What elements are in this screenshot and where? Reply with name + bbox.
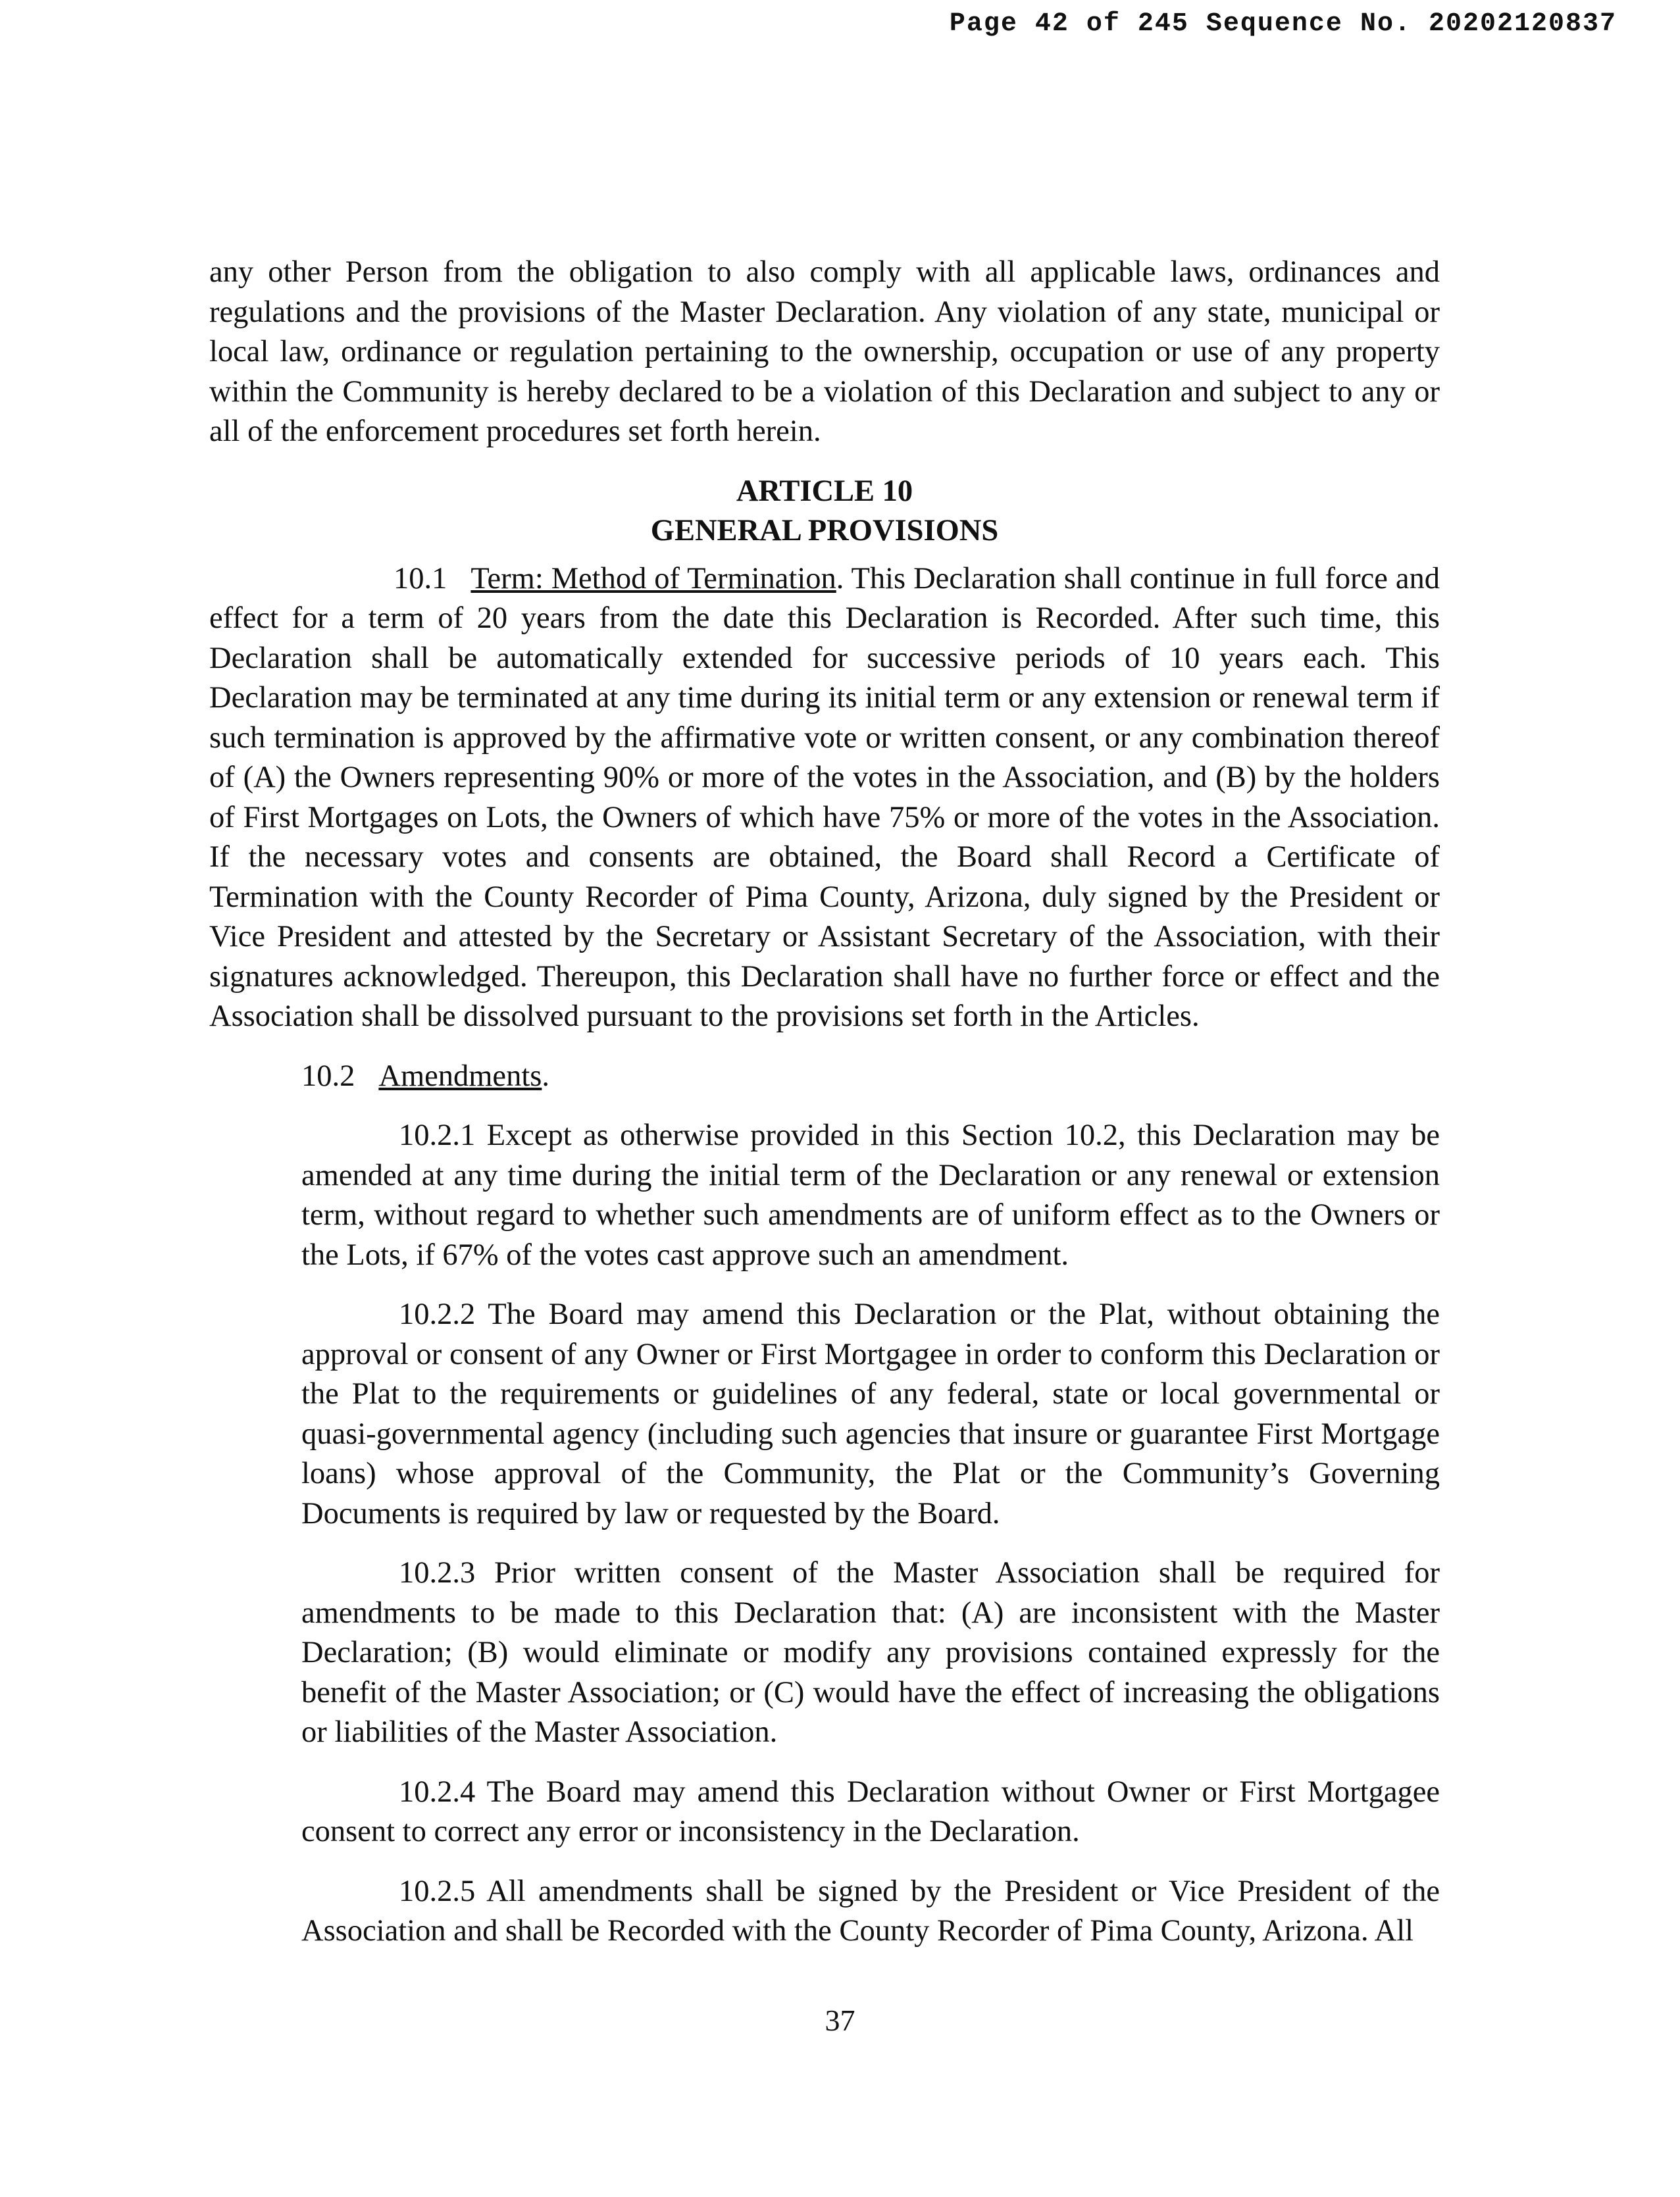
subsection-number: 10.2.1 — [399, 1119, 476, 1152]
section-10-2 — [209, 1057, 1440, 1097]
subsection-10-2-1 — [301, 1116, 1440, 1275]
subsection-text: Except as otherwise provided in this Section 10.2, this Declaration may be amended at any time during the initial term of the Declaration or any renewal or extension term, without regard to whether such amendments are of uniform effect as to the Owners or the Lots, if 67% of the votes cast approve such an amendment. — [301, 1119, 1440, 1272]
subsection-text: The Board may amend this Declaration or the Plat, without obtaining the approval or consent of any Owner or First Mortgagee in order to conform this Declaration or the Plat to the requirements or guidelines of any federal, state or local governmental or quasi-governmental agency (including such agencies that insure or guarantee First Mortgage loans) whose approval of the Community, the Plat or the Community’s Governing Documents is required by law or requested by the Board. — [301, 1298, 1440, 1530]
subsection-10-2-2 — [301, 1295, 1440, 1534]
subsection-10-2-4 — [301, 1773, 1440, 1852]
subsection-text: All amendments shall be signed by the President or Vice President of the Association and shall be Recorded with the County Recorder of Pima County, Arizona. All — [301, 1874, 1440, 1948]
article-heading — [209, 472, 1440, 551]
section-10-1-number: 10.1 — [394, 561, 447, 595]
subsection-number: 10.2.3 — [399, 1556, 476, 1590]
intro-paragraph: any other Person from the obligation to also comply with all applicable laws, ordinances and regulations and the provisions of the Master Declaration. Any violation of any state, municipal or local law, ordinance or regulation pertaining to the ownership, occupation or use of any property within the Community is hereby declared to be a violation of this Declaration and subject to any or all of the enforcement procedures set forth herein. — [209, 255, 1440, 448]
document-body — [209, 253, 1440, 1971]
subsection-10-2-5 — [301, 1872, 1440, 1952]
section-10-1-heading: Term: Method of Termination — [471, 561, 836, 595]
subsection-text: Prior written consent of the Master Association shall be required for amendments to be made to this Declaration that: (A) are inconsistent with the Master Declaration; (B) would eliminate or modify any provisions contained expressly for the benefit of the Master Association; or (C) would have the effect of increasing the obligations or liabilities of the Master Association. — [301, 1556, 1440, 1749]
section-10-2-number: 10.2 — [301, 1059, 355, 1093]
section-10-2-heading: Amendments — [378, 1059, 542, 1093]
subsection-number: 10.2.4 — [399, 1775, 476, 1809]
subsection-10-2-3 — [301, 1553, 1440, 1753]
subsection-number: 10.2.5 — [399, 1874, 476, 1908]
subsection-number: 10.2.2 — [399, 1298, 476, 1331]
article-title: GENERAL PROVISIONS — [650, 514, 999, 547]
section-10-1 — [209, 559, 1440, 1037]
subsection-text: The Board may amend this Declaration without Owner or First Mortgagee consent to correct any error or inconsistency in the Declaration. — [301, 1775, 1440, 1848]
page-number: 37 — [825, 2004, 855, 2037]
section-10-2-period: . — [542, 1059, 549, 1093]
page-header: Page 42 of 245 Sequence No. 20202120837 — [949, 9, 1617, 39]
article-number: ARTICLE 10 — [736, 474, 913, 508]
section-10-1-text: . This Declaration shall continue in full force and effect for a term of 20 years from the date this Declaration is Recorded. After such time, this Declaration shall be automatically extended for successive periods of 10 years each. This Declaration may be terminated at any time during its initial term or any extension or renewal term if such termination is approved by the affirmative vote or written consent, or any combination thereof of (A) the Owners representing 90% or more of the votes in the Association, and (B) by the holders of First Mortgages on Lots, the Owners of which have 75% or more of the votes in the Association. If the necessary votes and consents are obtained, the Board shall Record a Certificate of Termination with the County Recorder of Pima County, Arizona, duly signed by the President or Vice President and attested by the Secretary or Assistant Secretary of the Association, with their signatures acknowledged. Thereupon, this Declaration shall have no further force or effect and the Association shall be dissolved pursuant to the provisions set forth in the Articles. — [209, 561, 1440, 1033]
